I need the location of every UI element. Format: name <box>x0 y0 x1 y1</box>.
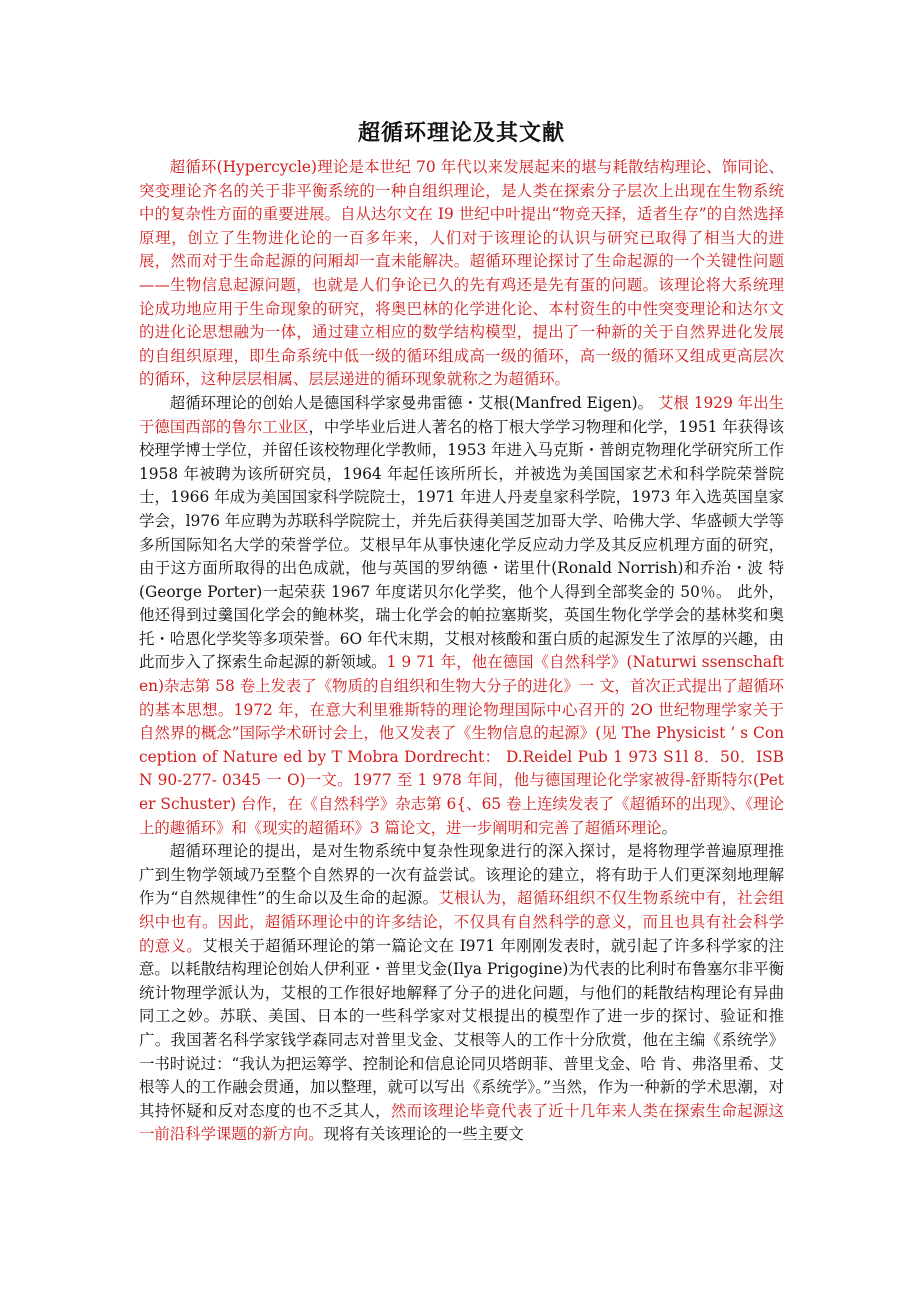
paragraph-2-span-5: 。 <box>661 818 677 837</box>
paragraph-2-span-2: 艾根 1929 年出生于德国西部的鲁尔工业区 <box>139 393 784 436</box>
paragraph-3-span-1: 超循环理论的提出，是对生物系统中复杂性现象进行的深入探讨，是将物理学普遍原理推广到生物学领域乃至整个自然界的一次有益尝试。该理论的建立，将有助于人们更深刻地理解作为“自然规律性”的生命以及生命的起源。 <box>139 842 784 908</box>
paragraph-3-span-2: 艾根认为，超循环组织不仅生物系统中有，社会组织中也有。因此，超循环理论中的许多结论，不仅具有自然科学的意义，而且也具有社会科学的意义。 <box>139 889 784 955</box>
paragraph-3-span-3: 艾根关于超循环理论的第一篇论文在 I971 年刚刚发表时，就引起了许多科学家的注意。以耗散结构理论创始人伊利亚・普里戈金(Ilya Prigogine)为代表的比利时布鲁塞尔非平衡统计物理学派认为，艾根的工作很好地解释了分子的进化问题，与他们的耗散结构理论有异曲同工之妙。苏联、美国、日本的一些科学家对艾根提出的模型作了进一步的探讨、验证和推广。我国著名科学家钱学森同志对普里戈金、艾根等人的工作十分欣赏，他在主编《系统学》一书时说过：“我认为把运筹学、控制论和信息论同贝塔朗菲、普里戈金、哈 肯、弗洛里希、艾根等人的工作融会贯通，加以整理，就可以写出《系统学》。”当然，作为一种新的学术思潮，对其持怀疑和反对态度的也不乏其人， <box>139 936 784 1120</box>
paragraph-3-span-5: 现将有关该理论的一些主要文 <box>323 1125 524 1144</box>
paragraph-3 <box>139 840 784 1147</box>
paragraph-2 <box>139 392 784 840</box>
paragraph-2-span-3: ，中学毕业后进人著名的格丁根大学学习物理和化学，1951 年获得该校理学博士学位，并留任该校物理化学教师，1953 年进入马克斯・普朗克物理化学研究所工作 1958 年被聘为该所研究员，1964 年起任该所所长，并被选为美国国家艺术和科学院荣誉院士，1966 年成为美国国家科学院院士，1971 年进人丹麦皇家科学院，1973 年入选英国皇家学会，l976 年应聘为苏联科学院院士，并先后获得美国芝加哥大学、哈佛大学、华盛顿大学等多所国际知名大学的荣誉学位。艾根早年从事快速化学反应动力学及其反应机理方面的研究，由于这方面所取得的出色成就，他与英国的罗纳德・诺里什(Ronald Norrish)和乔治・波 特(George Porter)一起荣获 1967 年度诺贝尔化学奖，他个人得到全部奖金的 50％。 此外，他还得到过羹国化学会的鲍林奖，瑞士化学会的帕拉塞斯奖，英国生物化学学会的基林奖和奥托・哈恩化学奖等多项荣誉。6O 年代末期，艾根对核酸和蛋白质的起源发生了浓厚的兴趣，由此而步入了探索生命起源的新领域。 <box>139 417 784 672</box>
paragraph-1-span-1: 超循环(Hypercycle)理论是本世纪 70 年代以来发展起来的堪与耗散结构理论、饰同论、突变理论齐名的关于非平衡系统的一种自组织理论，是人类在探索分子层次上出现在生物系统中的复杂性方面的重要进展。自从达尔文在 I9 世纪中叶提出“物竞天择，适者生存”的自然选择原理，创立了生物进化论的一百多年来，人们对于该理论的认识与研究已取得了相当大的进展，然而对于生命起源的问厢却一直未能解决。超循环理论探讨了生命起源的一个关键性问题——生物信息起源问题，也就是人们争论已久的先有鸡还是先有蛋的问题。该理论将大系统理论成功地应用于生命现象的研究，将奥巴林的化学进化论、本村资生的中性突变理论和达尔文的进化论思想融为一体，通过建立相应的数学结构模型，提出了一种新的关于自然界进化发展的自组织原理，即生命系统中低一级的循环组成高一级的循环，高一级的循环又组成更高层次的循环，这种层层相属、层层递进的循环现象就称之为超循环。 <box>139 158 784 389</box>
document-title: 超循环理论及其文献 <box>357 120 565 146</box>
paragraph-3-span-4: 然而该理论毕竟代表了近十几年来人类在探索生命起源这一前沿科学课题的新方向。 <box>139 1101 784 1144</box>
paragraph-1 <box>139 156 784 392</box>
paragraph-2-span-4: 1 9 71 年，他在德国《自然科学》(Naturwi ssenschaften)杂志第 58 卷上发表了《物质的自组织和生物大分子的进化》一 文，首次正式提出了超循环的基本思想。1972 年，在意大利里雅斯特的理论物理国际中心召开的 2O 世纪物理学家关于自然界的概念”国际学术研讨会上，他又发表了《生物信息的起源》(见 The Physicist ’ s Conception of Nature ed by T Mobra Dordrecht： D.Reidel Pub 1 973 S1l 8．50．ISBN 90-277- 0345 一 O)一文。1977 至 1 978 年间，他与德国理论化学家被得-舒斯特尔(Peter Schuster) 台作，在《自然科学》杂志第 6{、65 卷上连续发表了《超循环的出现》、《理论上的趣循环》和《现实的超循环》3 篇论文，进一步阐明和完善了超循环理论 <box>139 653 784 837</box>
document-page <box>139 118 784 1147</box>
paragraph-2-span-1: 超循环理论的创始人是德国科学家曼弗雷德・艾根(Manfred Eigen)。 <box>169 393 654 412</box>
